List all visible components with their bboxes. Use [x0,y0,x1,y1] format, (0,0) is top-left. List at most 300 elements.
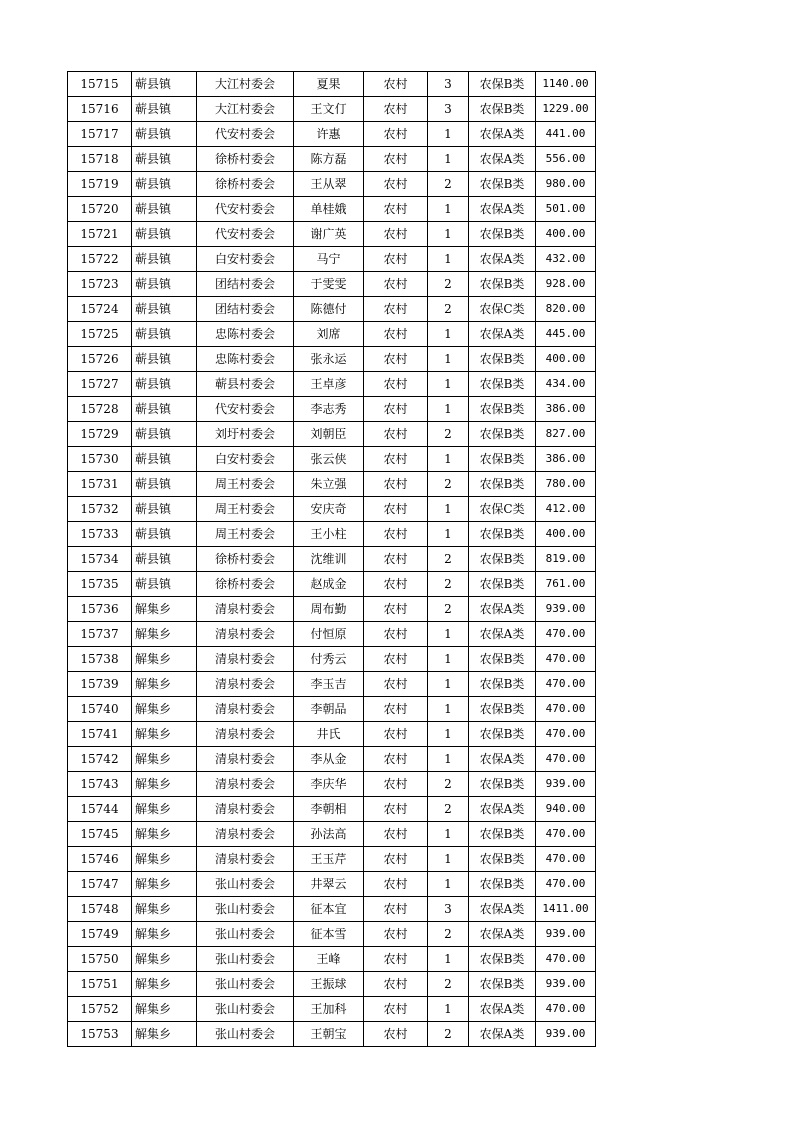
village-committee-cell: 忠陈村委会 [197,322,294,347]
residence-type-cell: 农村 [364,822,428,847]
residence-type-cell: 农村 [364,872,428,897]
insurance-category-cell: 农保B类 [469,972,536,997]
record-id-cell: 15743 [68,772,132,797]
village-committee-cell: 清泉村委会 [197,772,294,797]
residence-type-cell: 农村 [364,947,428,972]
amount-cell: 939.00 [536,772,596,797]
household-count-cell: 3 [428,897,469,922]
record-id-cell: 15742 [68,747,132,772]
person-name-cell: 谢广英 [294,222,364,247]
amount-cell: 820.00 [536,297,596,322]
township-cell: 蕲县镇 [132,97,197,122]
table-row [68,72,596,97]
table-row [68,147,596,172]
record-id-cell: 15730 [68,447,132,472]
village-committee-cell: 张山村委会 [197,897,294,922]
insurance-category-cell: 农保C类 [469,297,536,322]
amount-cell: 386.00 [536,447,596,472]
insurance-category-cell: 农保B类 [469,847,536,872]
table-row [68,97,596,122]
insurance-category-cell: 农保A类 [469,622,536,647]
village-committee-cell: 徐桥村委会 [197,147,294,172]
township-cell: 解集乡 [132,897,197,922]
village-committee-cell: 清泉村委会 [197,622,294,647]
person-name-cell: 刘朝臣 [294,422,364,447]
person-name-cell: 马宁 [294,247,364,272]
village-committee-cell: 白安村委会 [197,447,294,472]
insurance-category-cell: 农保B类 [469,272,536,297]
insurance-category-cell: 农保B类 [469,447,536,472]
amount-cell: 1229.00 [536,97,596,122]
record-id-cell: 15747 [68,872,132,897]
village-committee-cell: 代安村委会 [197,122,294,147]
residence-type-cell: 农村 [364,922,428,947]
amount-cell: 470.00 [536,822,596,847]
record-id-cell: 15749 [68,922,132,947]
residence-type-cell: 农村 [364,422,428,447]
village-committee-cell: 张山村委会 [197,947,294,972]
residence-type-cell: 农村 [364,1022,428,1047]
household-count-cell: 1 [428,622,469,647]
insurance-category-cell: 农保A类 [469,197,536,222]
township-cell: 蕲县镇 [132,372,197,397]
record-id-cell: 15736 [68,597,132,622]
household-count-cell: 1 [428,122,469,147]
amount-cell: 939.00 [536,1022,596,1047]
amount-cell: 445.00 [536,322,596,347]
insurance-category-cell: 农保A类 [469,247,536,272]
village-committee-cell: 张山村委会 [197,997,294,1022]
household-count-cell: 1 [428,397,469,422]
person-name-cell: 李从金 [294,747,364,772]
township-cell: 解集乡 [132,847,197,872]
insurance-category-cell: 农保A类 [469,922,536,947]
amount-cell: 939.00 [536,922,596,947]
table-row [68,647,596,672]
residence-type-cell: 农村 [364,447,428,472]
record-id-cell: 15729 [68,422,132,447]
amount-cell: 761.00 [536,572,596,597]
roster-table [67,71,596,1047]
residence-type-cell: 农村 [364,897,428,922]
household-count-cell: 2 [428,572,469,597]
record-id-cell: 15732 [68,497,132,522]
township-cell: 蕲县镇 [132,222,197,247]
insurance-category-cell: 农保A类 [469,1022,536,1047]
residence-type-cell: 农村 [364,622,428,647]
township-cell: 蕲县镇 [132,147,197,172]
township-cell: 解集乡 [132,597,197,622]
person-name-cell: 刘席 [294,322,364,347]
township-cell: 蕲县镇 [132,247,197,272]
person-name-cell: 李玉吉 [294,672,364,697]
village-committee-cell: 清泉村委会 [197,797,294,822]
person-name-cell: 李志秀 [294,397,364,422]
record-id-cell: 15727 [68,372,132,397]
person-name-cell: 王玉芹 [294,847,364,872]
residence-type-cell: 农村 [364,797,428,822]
insurance-category-cell: 农保B类 [469,372,536,397]
table-row [68,222,596,247]
village-committee-cell: 刘圩村委会 [197,422,294,447]
table-row [68,722,596,747]
insurance-category-cell: 农保A类 [469,147,536,172]
table-row [68,272,596,297]
village-committee-cell: 周王村委会 [197,497,294,522]
village-committee-cell: 代安村委会 [197,197,294,222]
table-row [68,547,596,572]
household-count-cell: 1 [428,722,469,747]
residence-type-cell: 农村 [364,247,428,272]
township-cell: 解集乡 [132,972,197,997]
residence-type-cell: 农村 [364,322,428,347]
residence-type-cell: 农村 [364,522,428,547]
person-name-cell: 李朝相 [294,797,364,822]
amount-cell: 400.00 [536,347,596,372]
record-id-cell: 15748 [68,897,132,922]
amount-cell: 470.00 [536,622,596,647]
township-cell: 蕲县镇 [132,522,197,547]
village-committee-cell: 清泉村委会 [197,747,294,772]
household-count-cell: 1 [428,322,469,347]
insurance-category-cell: 农保B类 [469,97,536,122]
household-count-cell: 1 [428,447,469,472]
amount-cell: 412.00 [536,497,596,522]
record-id-cell: 15752 [68,997,132,1022]
amount-cell: 432.00 [536,247,596,272]
village-committee-cell: 张山村委会 [197,1022,294,1047]
amount-cell: 928.00 [536,272,596,297]
person-name-cell: 安庆奇 [294,497,364,522]
record-id-cell: 15734 [68,547,132,572]
person-name-cell: 张永运 [294,347,364,372]
person-name-cell: 单桂娥 [294,197,364,222]
village-committee-cell: 大江村委会 [197,72,294,97]
township-cell: 解集乡 [132,922,197,947]
person-name-cell: 征本雪 [294,922,364,947]
township-cell: 蕲县镇 [132,347,197,372]
person-name-cell: 孙法高 [294,822,364,847]
person-name-cell: 井氏 [294,722,364,747]
township-cell: 蕲县镇 [132,297,197,322]
amount-cell: 470.00 [536,672,596,697]
township-cell: 蕲县镇 [132,172,197,197]
person-name-cell: 王文仃 [294,97,364,122]
household-count-cell: 1 [428,697,469,722]
township-cell: 蕲县镇 [132,272,197,297]
household-count-cell: 2 [428,422,469,447]
amount-cell: 441.00 [536,122,596,147]
residence-type-cell: 农村 [364,372,428,397]
household-count-cell: 2 [428,797,469,822]
household-count-cell: 2 [428,922,469,947]
record-id-cell: 15731 [68,472,132,497]
record-id-cell: 15721 [68,222,132,247]
record-id-cell: 15725 [68,322,132,347]
person-name-cell: 许惠 [294,122,364,147]
household-count-cell: 2 [428,972,469,997]
table-row [68,597,596,622]
township-cell: 解集乡 [132,797,197,822]
amount-cell: 400.00 [536,222,596,247]
amount-cell: 501.00 [536,197,596,222]
household-count-cell: 1 [428,822,469,847]
insurance-category-cell: 农保B类 [469,697,536,722]
village-committee-cell: 忠陈村委会 [197,347,294,372]
residence-type-cell: 农村 [364,647,428,672]
record-id-cell: 15740 [68,697,132,722]
household-count-cell: 2 [428,597,469,622]
table-row [68,897,596,922]
residence-type-cell: 农村 [364,72,428,97]
insurance-category-cell: 农保B类 [469,547,536,572]
insurance-category-cell: 农保B类 [469,72,536,97]
village-committee-cell: 徐桥村委会 [197,547,294,572]
village-committee-cell: 代安村委会 [197,222,294,247]
insurance-category-cell: 农保A类 [469,797,536,822]
amount-cell: 470.00 [536,722,596,747]
table-row [68,822,596,847]
household-count-cell: 1 [428,847,469,872]
township-cell: 解集乡 [132,872,197,897]
table-row [68,422,596,447]
household-count-cell: 1 [428,747,469,772]
table-row [68,397,596,422]
insurance-category-cell: 农保B类 [469,522,536,547]
record-id-cell: 15753 [68,1022,132,1047]
person-name-cell: 朱立强 [294,472,364,497]
residence-type-cell: 农村 [364,547,428,572]
record-id-cell: 15718 [68,147,132,172]
village-committee-cell: 张山村委会 [197,922,294,947]
amount-cell: 780.00 [536,472,596,497]
insurance-category-cell: 农保C类 [469,497,536,522]
township-cell: 蕲县镇 [132,447,197,472]
record-id-cell: 15723 [68,272,132,297]
insurance-category-cell: 农保A类 [469,997,536,1022]
person-name-cell: 王小柱 [294,522,364,547]
person-name-cell: 征本宜 [294,897,364,922]
village-committee-cell: 张山村委会 [197,972,294,997]
township-cell: 解集乡 [132,747,197,772]
township-cell: 解集乡 [132,772,197,797]
table-row [68,247,596,272]
roster-table-body [68,72,596,1047]
household-count-cell: 3 [428,72,469,97]
village-committee-cell: 团结村委会 [197,272,294,297]
person-name-cell: 付恒原 [294,622,364,647]
table-row [68,197,596,222]
township-cell: 蕲县镇 [132,322,197,347]
household-count-cell: 2 [428,272,469,297]
household-count-cell: 1 [428,672,469,697]
amount-cell: 1140.00 [536,72,596,97]
amount-cell: 470.00 [536,872,596,897]
township-cell: 蕲县镇 [132,547,197,572]
table-row [68,472,596,497]
household-count-cell: 1 [428,997,469,1022]
record-id-cell: 15726 [68,347,132,372]
amount-cell: 939.00 [536,972,596,997]
amount-cell: 819.00 [536,547,596,572]
amount-cell: 980.00 [536,172,596,197]
record-id-cell: 15728 [68,397,132,422]
person-name-cell: 付秀云 [294,647,364,672]
person-name-cell: 陈德付 [294,297,364,322]
person-name-cell: 王从翠 [294,172,364,197]
table-row [68,172,596,197]
table-row [68,797,596,822]
person-name-cell: 张云侠 [294,447,364,472]
table-row [68,672,596,697]
amount-cell: 1411.00 [536,897,596,922]
person-name-cell: 赵成金 [294,572,364,597]
village-committee-cell: 代安村委会 [197,397,294,422]
insurance-category-cell: 农保A类 [469,322,536,347]
amount-cell: 386.00 [536,397,596,422]
person-name-cell: 李庆华 [294,772,364,797]
record-id-cell: 15751 [68,972,132,997]
residence-type-cell: 农村 [364,197,428,222]
record-id-cell: 15715 [68,72,132,97]
person-name-cell: 王加科 [294,997,364,1022]
residence-type-cell: 农村 [364,747,428,772]
insurance-category-cell: 农保A类 [469,747,536,772]
village-committee-cell: 蕲县村委会 [197,372,294,397]
record-id-cell: 15717 [68,122,132,147]
table-row [68,522,596,547]
household-count-cell: 1 [428,197,469,222]
village-committee-cell: 清泉村委会 [197,697,294,722]
person-name-cell: 王峰 [294,947,364,972]
village-committee-cell: 周王村委会 [197,472,294,497]
record-id-cell: 15737 [68,622,132,647]
person-name-cell: 夏果 [294,72,364,97]
amount-cell: 470.00 [536,947,596,972]
table-row [68,1022,596,1047]
insurance-category-cell: 农保B类 [469,172,536,197]
township-cell: 解集乡 [132,622,197,647]
township-cell: 蕲县镇 [132,497,197,522]
township-cell: 解集乡 [132,822,197,847]
village-committee-cell: 清泉村委会 [197,647,294,672]
residence-type-cell: 农村 [364,122,428,147]
residence-type-cell: 农村 [364,347,428,372]
residence-type-cell: 农村 [364,497,428,522]
residence-type-cell: 农村 [364,272,428,297]
residence-type-cell: 农村 [364,97,428,122]
household-count-cell: 2 [428,172,469,197]
record-id-cell: 15724 [68,297,132,322]
table-row [68,997,596,1022]
residence-type-cell: 农村 [364,722,428,747]
person-name-cell: 沈维训 [294,547,364,572]
insurance-category-cell: 农保B类 [469,672,536,697]
insurance-category-cell: 农保B类 [469,472,536,497]
village-committee-cell: 徐桥村委会 [197,572,294,597]
residence-type-cell: 农村 [364,972,428,997]
insurance-category-cell: 农保B类 [469,222,536,247]
table-row [68,372,596,397]
insurance-category-cell: 农保B类 [469,822,536,847]
table-row [68,122,596,147]
person-name-cell: 王振球 [294,972,364,997]
household-count-cell: 2 [428,472,469,497]
amount-cell: 470.00 [536,747,596,772]
insurance-category-cell: 农保A类 [469,597,536,622]
township-cell: 解集乡 [132,697,197,722]
township-cell: 解集乡 [132,722,197,747]
insurance-category-cell: 农保B类 [469,722,536,747]
residence-type-cell: 农村 [364,297,428,322]
insurance-category-cell: 农保B类 [469,872,536,897]
amount-cell: 939.00 [536,597,596,622]
village-committee-cell: 清泉村委会 [197,722,294,747]
residence-type-cell: 农村 [364,397,428,422]
table-row [68,447,596,472]
person-name-cell: 王卓彦 [294,372,364,397]
household-count-cell: 1 [428,647,469,672]
village-committee-cell: 清泉村委会 [197,672,294,697]
residence-type-cell: 农村 [364,222,428,247]
household-count-cell: 1 [428,247,469,272]
village-committee-cell: 团结村委会 [197,297,294,322]
insurance-category-cell: 农保B类 [469,397,536,422]
person-name-cell: 王朝宝 [294,1022,364,1047]
residence-type-cell: 农村 [364,997,428,1022]
person-name-cell: 陈方磊 [294,147,364,172]
residence-type-cell: 农村 [364,172,428,197]
amount-cell: 400.00 [536,522,596,547]
household-count-cell: 1 [428,147,469,172]
township-cell: 蕲县镇 [132,72,197,97]
household-count-cell: 1 [428,347,469,372]
residence-type-cell: 农村 [364,847,428,872]
residence-type-cell: 农村 [364,147,428,172]
household-count-cell: 2 [428,772,469,797]
amount-cell: 470.00 [536,997,596,1022]
record-id-cell: 15739 [68,672,132,697]
township-cell: 解集乡 [132,997,197,1022]
person-name-cell: 李朝品 [294,697,364,722]
household-count-cell: 2 [428,1022,469,1047]
table-row [68,847,596,872]
amount-cell: 827.00 [536,422,596,447]
village-committee-cell: 白安村委会 [197,247,294,272]
person-name-cell: 于雯雯 [294,272,364,297]
record-id-cell: 15745 [68,822,132,847]
household-count-cell: 3 [428,97,469,122]
insurance-category-cell: 农保B类 [469,947,536,972]
table-row [68,322,596,347]
household-count-cell: 1 [428,497,469,522]
township-cell: 蕲县镇 [132,122,197,147]
village-committee-cell: 清泉村委会 [197,822,294,847]
household-count-cell: 1 [428,872,469,897]
record-id-cell: 15720 [68,197,132,222]
village-committee-cell: 清泉村委会 [197,597,294,622]
household-count-cell: 2 [428,547,469,572]
village-committee-cell: 周王村委会 [197,522,294,547]
table-row [68,697,596,722]
village-committee-cell: 清泉村委会 [197,847,294,872]
amount-cell: 556.00 [536,147,596,172]
township-cell: 蕲县镇 [132,397,197,422]
township-cell: 解集乡 [132,1022,197,1047]
insurance-category-cell: 农保B类 [469,647,536,672]
residence-type-cell: 农村 [364,572,428,597]
record-id-cell: 15750 [68,947,132,972]
